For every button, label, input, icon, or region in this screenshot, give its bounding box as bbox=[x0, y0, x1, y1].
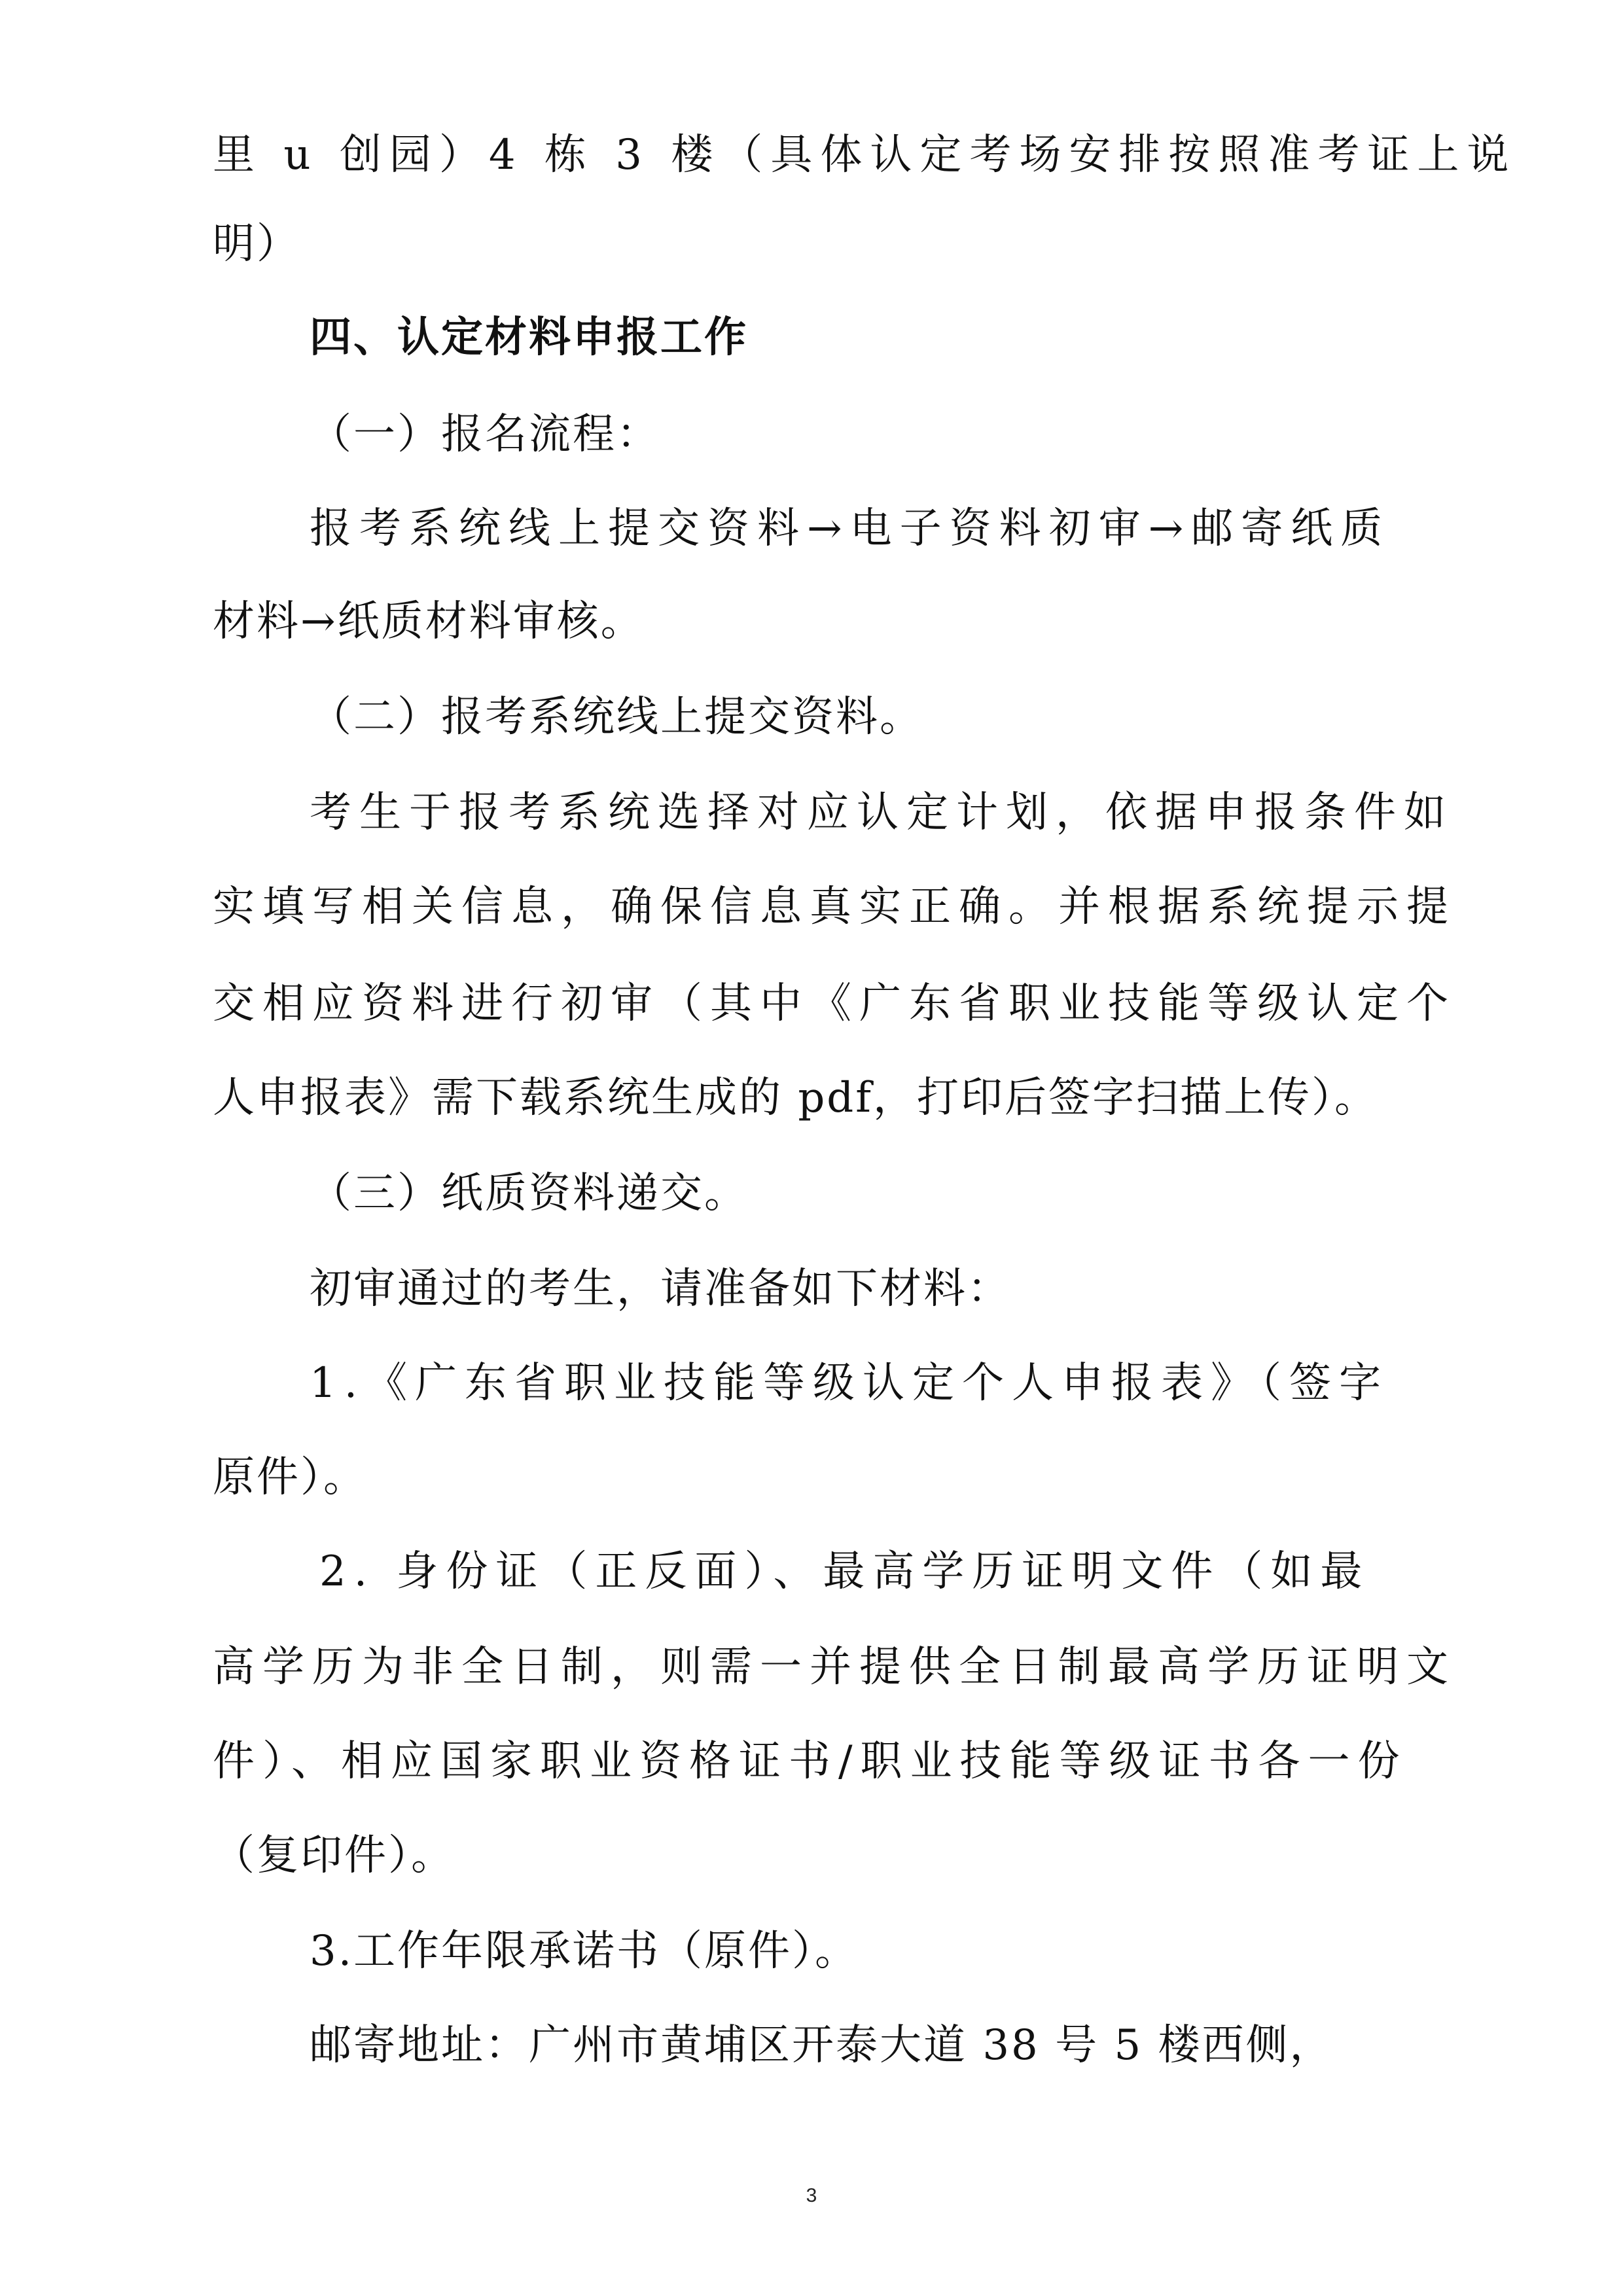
subheading-online-submission: （二）报考系统线上提交资料。 bbox=[310, 693, 923, 741]
list-item-1-line-2: 原件）。 bbox=[213, 1453, 367, 1502]
list-item-2-line-3: 件）、相应国家职业资格证书/职业技能等级证书各一份 bbox=[213, 1737, 1408, 1786]
paragraph-line-process-steps: 报考系统线上提交资料→电子资料初审→邮寄纸质 bbox=[310, 504, 1391, 553]
list-item-2-line-4: （复印件）。 bbox=[213, 1831, 455, 1880]
paragraph-line-venue-end: 明） bbox=[213, 220, 300, 268]
paragraph-line-online-2: 实填写相关信息，确保信息真实正确。并根据系统提示提 bbox=[213, 883, 1456, 931]
subheading-paper-submission: （三）纸质资料递交。 bbox=[310, 1169, 748, 1218]
paragraph-line-online-1: 考生于报考系统选择对应认定计划，依据申报条件如 bbox=[310, 788, 1454, 837]
subheading-registration-process: （一）报名流程： bbox=[310, 410, 660, 459]
list-item-1-line-1: 1.《广东省职业技能等级认定个人申报表》（签字 bbox=[310, 1359, 1389, 1407]
paragraph-line-process-steps-end: 材料→纸质材料审核。 bbox=[213, 597, 645, 646]
list-item-3: 3.工作年限承诺书（原件）。 bbox=[310, 1927, 859, 1975]
page-number: 3 bbox=[806, 2185, 817, 2206]
list-item-2-line-2: 高学历为非全日制，则需一并提供全日制最高学历证明文 bbox=[213, 1643, 1456, 1691]
paragraph-line-online-4: 人申报表》需下载系统生成的 pdf，打印后签字扫描上传）。 bbox=[213, 1074, 1378, 1122]
paragraph-line-online-3: 交相应资料进行初审（其中《广东省职业技能等级认定个 bbox=[213, 980, 1456, 1028]
list-item-2-line-1: 2. 身份证（正反面）、最高学历证明文件（如最 bbox=[319, 1547, 1370, 1596]
paragraph-line-prepare-materials: 初审通过的考生，请准备如下材料： bbox=[310, 1265, 1011, 1313]
section-heading-material-submission: 四、认定材料申报工作 bbox=[310, 313, 748, 362]
paragraph-line-mailing-address: 邮寄地址：广州市黄埔区开泰大道 38 号 5 楼西侧， bbox=[310, 2021, 1334, 2070]
paragraph-line-venue-continued: 里 u 创园）4 栋 3 楼（具体认定考场安排按照准考证上说 bbox=[213, 131, 1517, 179]
